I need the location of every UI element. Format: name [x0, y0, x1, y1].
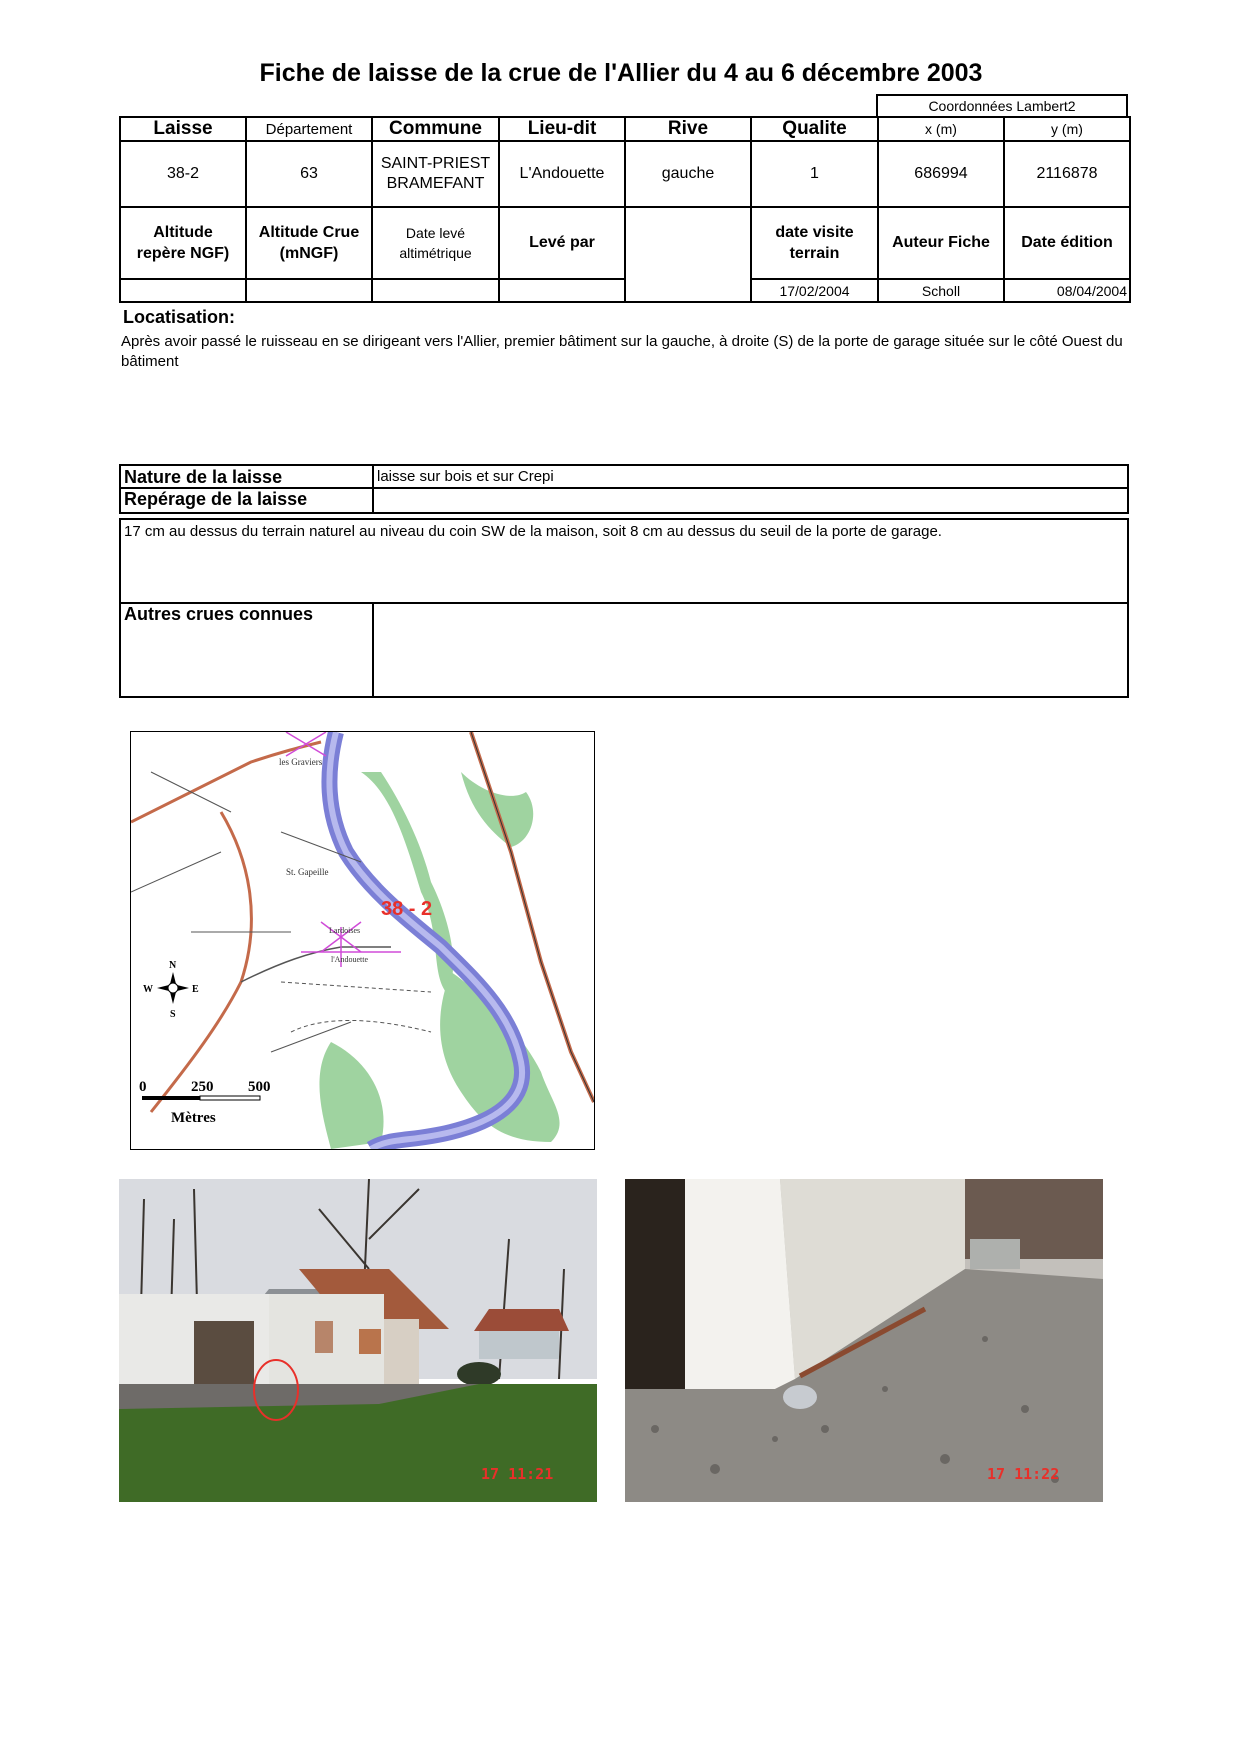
altitude-line1: Altitude — [153, 224, 213, 241]
commune-line1: SAINT-PRIEST — [380, 155, 491, 172]
value-qualite: 1 — [751, 141, 878, 207]
value-auteur: Scholl — [878, 279, 1004, 302]
autres-divider — [372, 604, 374, 696]
photo-timestamp: 17 11:21 — [481, 1465, 554, 1483]
nature-label: Nature de la laisse — [124, 467, 283, 487]
value-rive: gauche — [625, 141, 751, 207]
nature-value: laisse sur bois et sur Crepi — [377, 468, 554, 485]
date-leve-line2: altimétrique — [399, 245, 472, 261]
header-date-edition: Date édition — [1004, 207, 1130, 279]
value-leve-par — [499, 279, 625, 302]
location-map — [130, 731, 595, 1150]
scale-unit: Mètres — [171, 1110, 216, 1126]
header-y: y (m) — [1004, 117, 1130, 141]
autres-box — [119, 602, 1129, 698]
value-y: 2116878 — [1004, 141, 1130, 207]
header-qualite: Qualite — [751, 117, 878, 141]
nature-divider — [372, 464, 374, 489]
map-place-label: Lardoises — [329, 926, 361, 935]
value-commune — [372, 141, 499, 207]
map-place-label: l'Andouette — [331, 955, 368, 964]
photo-timestamp: 17 11:22 — [987, 1465, 1060, 1483]
info-table — [119, 116, 1131, 303]
date-leve-line1: Date levé — [405, 225, 466, 241]
header-commune: Commune — [372, 117, 499, 141]
header-x: x (m) — [878, 117, 1004, 141]
value-altitude — [120, 279, 246, 302]
reperage-divider — [372, 487, 374, 512]
reperage-text: 17 cm au dessus du terrain naturel au niveau du coin SW de la maison, soit 8 cm au dessus du seuil de la porte de garage. — [124, 523, 942, 540]
scale-tick-250: 250 — [191, 1079, 214, 1095]
map-place-label: les Graviers — [279, 757, 323, 767]
value-altitude-crue — [246, 279, 372, 302]
header-lieu-dit: Lieu-dit — [499, 117, 625, 141]
empty-rive-cell — [625, 207, 751, 302]
header-date-visite — [751, 207, 878, 279]
compass-w: W — [143, 984, 153, 995]
compass-rose-icon — [143, 960, 199, 1020]
photo-corner-svg — [625, 1179, 1103, 1502]
header-rive: Rive — [625, 117, 751, 141]
value-date-leve — [372, 279, 499, 302]
scale-tick-0: 0 — [139, 1079, 147, 1095]
reperage-label: Repérage de la laisse — [124, 489, 308, 509]
localisation-label: Locatisation: — [123, 307, 236, 327]
header-date-leve — [372, 207, 499, 279]
header-altitude-crue — [246, 207, 372, 279]
nature-row — [119, 464, 1129, 489]
coords-group-header: Coordonnées Lambert2 — [876, 94, 1128, 117]
altitude-crue-line2: (mNGF) — [279, 245, 339, 262]
date-visite-line1: date visite — [775, 224, 854, 241]
map-place-label: St. Gapeille — [286, 867, 329, 877]
compass-e: E — [192, 984, 199, 995]
value-x: 686994 — [878, 141, 1004, 207]
header-laisse: Laisse — [120, 117, 246, 141]
photo-house — [119, 1179, 597, 1502]
header-altitude — [120, 207, 246, 279]
value-departement: 63 — [246, 141, 372, 207]
altitude-crue-line1: Altitude Crue — [258, 224, 360, 241]
compass-s: S — [170, 1009, 176, 1020]
reperage-text-box — [119, 518, 1129, 604]
map-marker-label: 38 - 2 — [381, 898, 433, 920]
reperage-row — [119, 487, 1129, 514]
date-visite-line2: terrain — [789, 245, 840, 262]
localisation-text: Après avoir passé le ruisseau en se dirigeant vers l'Allier, premier bâtiment sur la gauche, à droite (S) de la porte de garage située sur le côté Ouest du bâtiment — [121, 333, 1123, 370]
scale-tick-500: 500 — [248, 1079, 271, 1095]
road — [151, 812, 251, 1112]
autres-label: Autres crues connues — [124, 604, 314, 624]
value-lieu-dit: L'Andouette — [499, 141, 625, 207]
map-tracks — [281, 982, 431, 1032]
commune-line2: BRAMEFANT — [386, 175, 485, 192]
header-leve-par: Levé par — [499, 207, 625, 279]
page-title: Fiche de laisse de la crue de l'Allier du 4 au 6 décembre 2003 — [259, 59, 983, 87]
photo-house-svg — [119, 1179, 597, 1502]
photo-corner — [625, 1179, 1103, 1502]
compass-n: N — [169, 960, 177, 971]
value-date-edition: 08/04/2004 — [1004, 279, 1130, 302]
value-laisse: 38-2 — [120, 141, 246, 207]
altitude-line2: repère NGF) — [136, 245, 230, 262]
map-svg — [131, 732, 594, 1149]
value-date-visite: 17/02/2004 — [751, 279, 878, 302]
header-departement: Département — [246, 117, 372, 141]
forest-area — [319, 1042, 383, 1149]
header-auteur: Auteur Fiche — [878, 207, 1004, 279]
